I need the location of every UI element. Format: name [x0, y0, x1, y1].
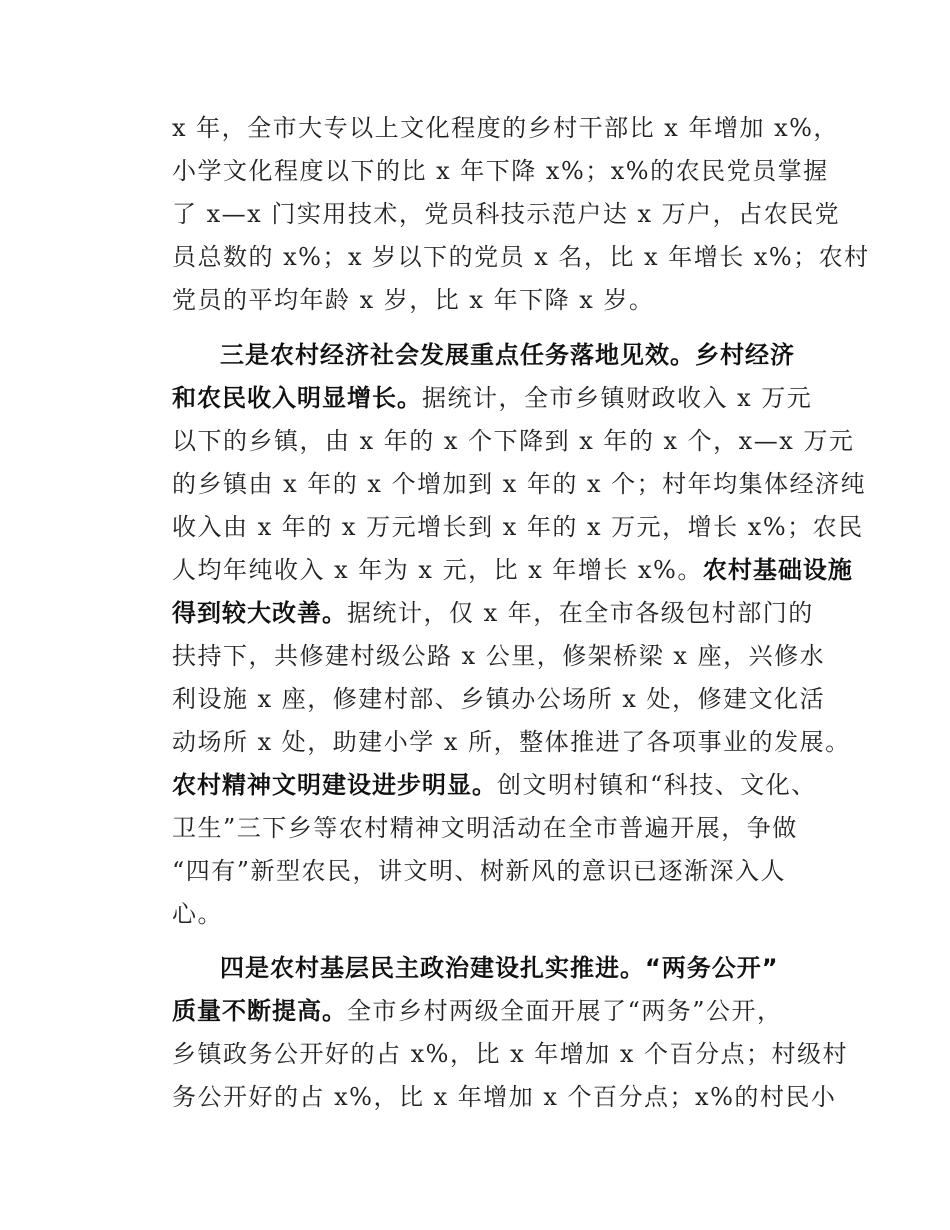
- text-line: [172, 641, 825, 671]
- text-line: [172, 426, 854, 456]
- text-line: [172, 996, 783, 1026]
- bold-heading: 四是农村基层民主政治建设扎实推进。“两务公开”: [220, 954, 779, 982]
- text-span: 动场所 x 处，助建小学 x 所，整体推进了各项事业的发展。: [172, 728, 851, 756]
- bold-heading: 农村基础设施: [702, 556, 853, 584]
- text-line: [172, 770, 817, 800]
- text-span: 小学文化程度以下的比 x 年下降 x%；x%的农民党员掌握: [172, 157, 829, 185]
- text-line: [172, 113, 839, 143]
- text-span: 的乡镇由 x 年的 x 个增加到 x 年的 x 个；村年均集体经济纯: [172, 470, 867, 498]
- text-line: [172, 684, 825, 714]
- text-line: [172, 899, 223, 929]
- paragraph-heading-line: [220, 340, 795, 370]
- bold-heading: 质量不断提高。: [172, 997, 347, 1025]
- text-line: [172, 156, 829, 186]
- text-line: [172, 199, 840, 229]
- text-span: 乡镇政务公开好的占 x%，比 x 年增加 x 个百分点；村级村: [172, 1040, 849, 1068]
- text-line: [172, 469, 866, 499]
- text-span: 人均年纯收入 x 年为 x 元，比 x 年增长 x%。: [172, 556, 703, 584]
- paragraph-heading-line: [220, 953, 779, 983]
- text-line: [172, 1082, 836, 1112]
- text-line: [172, 242, 870, 272]
- text-line: [172, 383, 812, 413]
- text-span: 员总数的 x%；x 岁以下的党员 x 名，比 x 年增长 x%；农村: [172, 243, 870, 271]
- text-span: 党员的平均年龄 x 岁，比 x 年下降 x 岁。: [172, 286, 655, 314]
- text-span: 扶持下，共修建村级公路 x 公里，修架桥梁 x 座，兴修水: [172, 642, 826, 670]
- text-span: 卫生”三下乡等农村精神文明活动在全市普遍开展，争做: [172, 814, 798, 842]
- text-line: [172, 598, 814, 628]
- text-line: [172, 555, 853, 585]
- text-line: [172, 285, 654, 315]
- text-line: [172, 512, 864, 542]
- text-span: 心。: [172, 900, 223, 928]
- bold-heading: 和农民收入明显增长。: [172, 384, 422, 412]
- text-line: [172, 1039, 848, 1069]
- text-span: 据统计，全市乡镇财政收入 x 万元: [422, 384, 813, 412]
- text-span: 利设施 x 座，修建村部、乡镇办公场所 x 处，修建文化活: [172, 685, 826, 713]
- text-span: 务公开好的占 x%，比 x 年增加 x 个百分点；x%的村民小: [172, 1083, 837, 1111]
- text-span: “四有”新型农民，讲文明、树新风的意识已逐渐深入人: [172, 857, 787, 885]
- text-line: [172, 856, 786, 886]
- bold-heading: 得到较大改善。: [172, 599, 347, 627]
- text-span: 全市乡村两级全面开展了“两务”公开，: [347, 997, 783, 1025]
- text-span: 创文明村镇和“科技、文化、: [497, 771, 817, 799]
- text-line: [172, 813, 798, 843]
- text-span: 据统计，仅 x 年，在全市各级包村部门的: [347, 599, 814, 627]
- text-span: x 年，全市大专以上文化程度的乡村干部比 x 年增加 x%，: [172, 114, 839, 142]
- text-span: 了 x—x 门实用技术，党员科技示范户达 x 万户，占农民党: [172, 200, 841, 228]
- text-line: [172, 727, 851, 757]
- text-span: 收入由 x 年的 x 万元增长到 x 年的 x 万元，增长 x%；农民: [172, 513, 864, 541]
- bold-heading: 三是农村经济社会发展重点任务落地见效。乡村经济: [220, 341, 795, 369]
- text-span: 以下的乡镇，由 x 年的 x 个下降到 x 年的 x 个，x—x 万元: [172, 427, 855, 455]
- bold-heading: 农村精神文明建设进步明显。: [172, 771, 497, 799]
